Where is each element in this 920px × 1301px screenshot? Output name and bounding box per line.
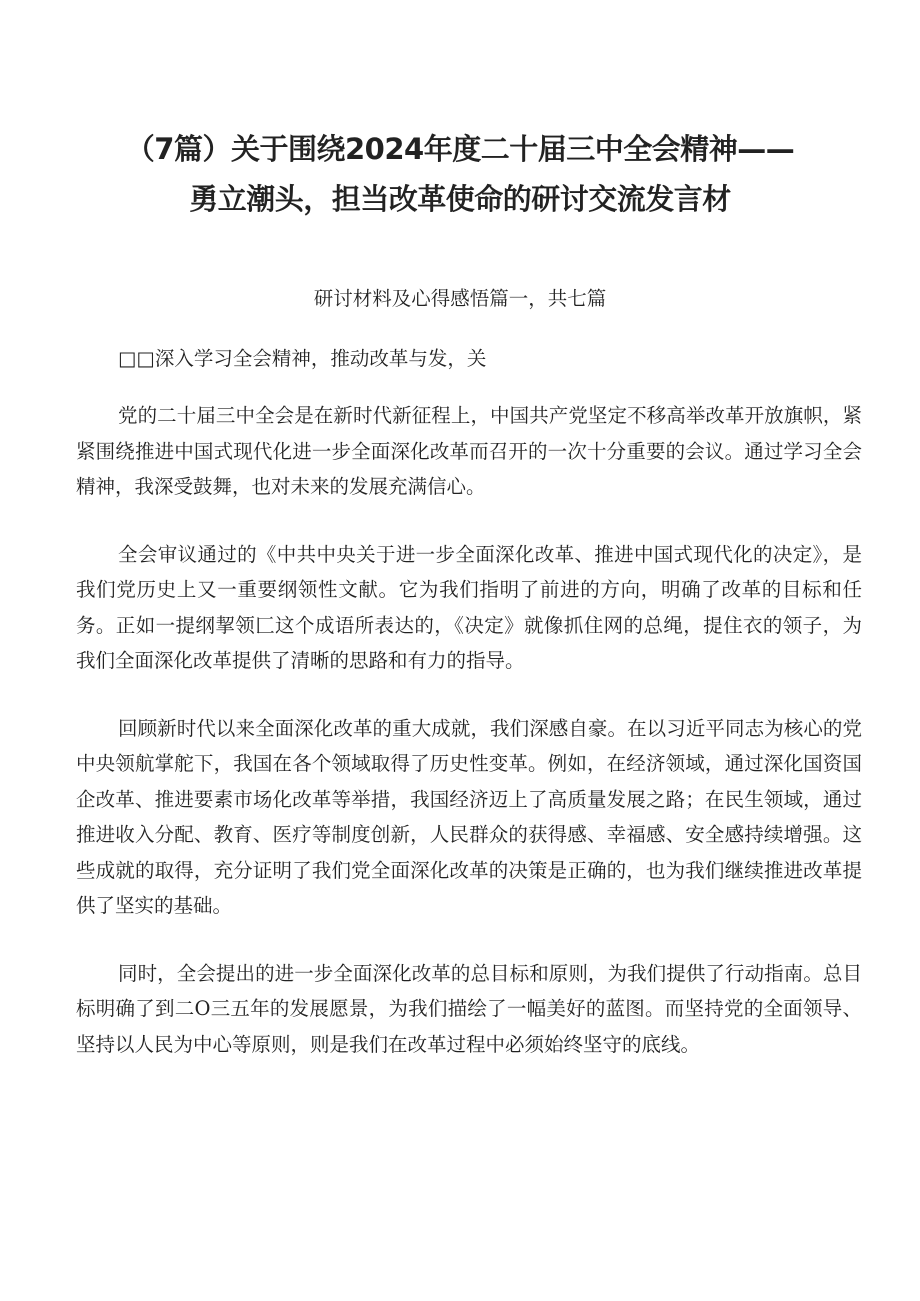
section-heading: □□深入学习全会精神，推动改革与发，关 <box>118 347 487 370</box>
title-line-2: 勇立潮头，担当改革使命的研讨交流发言材 <box>189 182 731 216</box>
document-subtitle: 研讨材料及心得感悟篇一，共七篇 <box>313 287 607 310</box>
paragraph-1: 党的二十届三中全会是在新时代新征程上，中国共产党坚定不移高举改革开放旗帜，紧紧围绕推进中国式现代化进一步全面深化改革而召开的一次十分重要的会议。通过学习全会精神，我深受鼓舞，也对未来的发展充满信心。 <box>76 404 862 498</box>
paragraph-4: 同时，全会提出的进一步全面深化改革的总目标和原则，为我们提供了行动指南。总目标明确了到二O三五年的发展愿景，为我们描绘了一幅美好的蓝图。而坚持党的全面领导、坚持以人民为中心等原则，则是我们在改革过程中必须始终坚守的底线。 <box>76 961 862 1056</box>
document-title <box>70 124 850 224</box>
paragraph-2: 全会审议通过的《中共中央关于进一步全面深化改革、推进中国式现代化的决定》，是我们党历史上又一重要纲领性文献。它为我们指明了前进的方向，明确了改革的目标和任务。正如一提纲挈领匚这个成语所表达的，《决定》就像抓住网的总绳，提住衣的领子，为我们全面深化改革提供了清晰的思路和有力的指导。 <box>76 542 862 672</box>
document-body <box>76 398 862 1094</box>
title-line-1: （7篇）关于围绕2024年度二十届三中全会精神—— <box>125 132 795 166</box>
paragraph-3: 回顾新时代以来全面深化改革的重大成就，我们深感自豪。在以习近平同志为核心的党中央领航掌舵下，我国在各个领域取得了历史性变革。例如，在经济领域，通过深化国资国企改革、推进要素市场化改革等举措，我国经济迈上了高质量发展之路；在民生领域，通过推进收入分配、教育、医疗等制度创新，人民群众的获得感、幸福感、安全感持续增强。这些成就的取得，充分证明了我们党全面深化改革的决策是正确的，也为我们继续推进改革提供了坚实的基础。 <box>76 716 862 917</box>
